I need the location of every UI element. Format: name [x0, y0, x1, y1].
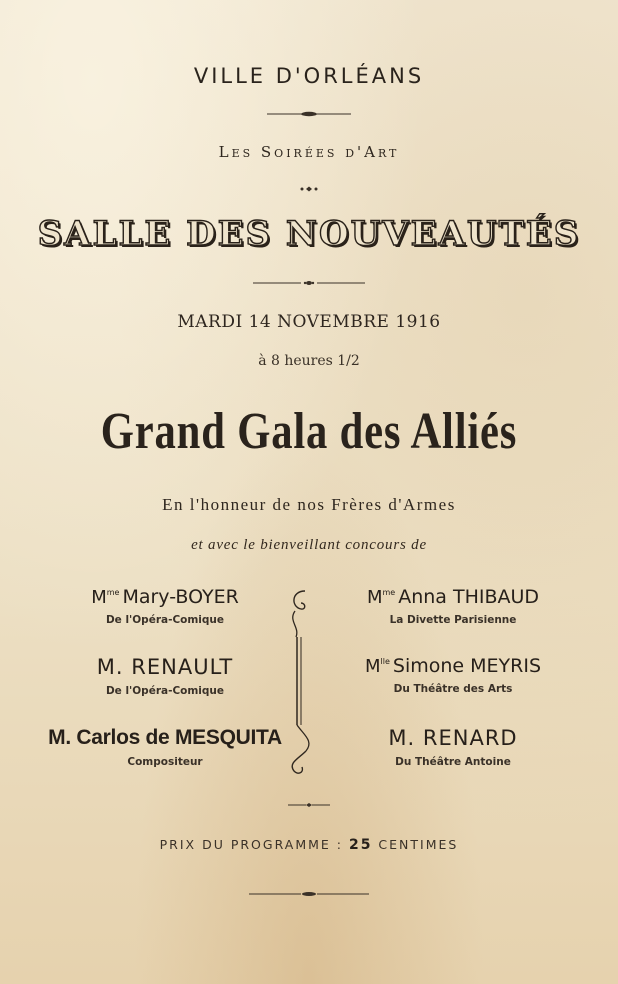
performer-name: M. RENARD	[388, 726, 518, 750]
price-value: 25	[348, 837, 373, 853]
performer-simone-meyris	[318, 655, 588, 695]
event-time: à 8 heures 1/2	[258, 353, 360, 369]
ornament-divider-3	[288, 801, 330, 809]
performer-role: Compositeur	[127, 756, 203, 768]
performer-name: M. RENAULT	[96, 655, 234, 679]
performer-role: De l'Opéra-Comique	[105, 614, 225, 626]
performer-mary-boyer	[30, 586, 300, 626]
flourish-divider-ornament	[284, 585, 318, 780]
price-unit: CENTIMES	[378, 837, 459, 852]
performer-name: $M^{me}$ Mary-BOYER	[91, 586, 239, 608]
ornament-divider-2	[253, 279, 365, 287]
ornament-dots	[298, 185, 320, 193]
event-dedication: En l'honneur de nos Frères d'Armes	[162, 495, 456, 514]
city-heading: VILLE D'ORLÉANS	[193, 64, 425, 88]
event-date: MARDI 14 NOVEMBRE 1916	[177, 312, 441, 332]
performer-name: $M^{lle}$ Simone MEYRIS	[364, 655, 542, 677]
performer-role: Du Théâtre Antoine	[395, 756, 511, 768]
performer-role: De l'Opéra-Comique	[105, 685, 225, 697]
ornament-divider-4	[249, 890, 369, 898]
event-title: Grand Gala des Alliés	[100, 403, 518, 460]
performer-anna-thibaud	[318, 586, 588, 626]
program-price	[0, 837, 618, 853]
event-with: et avec le bienveillant concours de	[191, 537, 427, 553]
performer-renard	[318, 726, 588, 768]
performer-carlos-de-mesquita	[30, 726, 300, 768]
ornament-divider-1	[267, 110, 351, 118]
performer-name: M. Carlos de MESQUITA	[48, 726, 282, 749]
performer-renault	[30, 655, 300, 697]
series-title: Les Soirées d'Art	[218, 143, 400, 161]
performer-role: Du Théâtre des Arts	[393, 683, 513, 695]
performer-name: $M^{me}$ Anna THIBAUD	[366, 586, 540, 608]
price-label: PRIX DU PROGRAMME :	[159, 837, 343, 852]
venue-title: SALLE DES NOUVEAUTÉS	[37, 214, 581, 254]
performer-role: La Divette Parisienne	[389, 614, 517, 626]
